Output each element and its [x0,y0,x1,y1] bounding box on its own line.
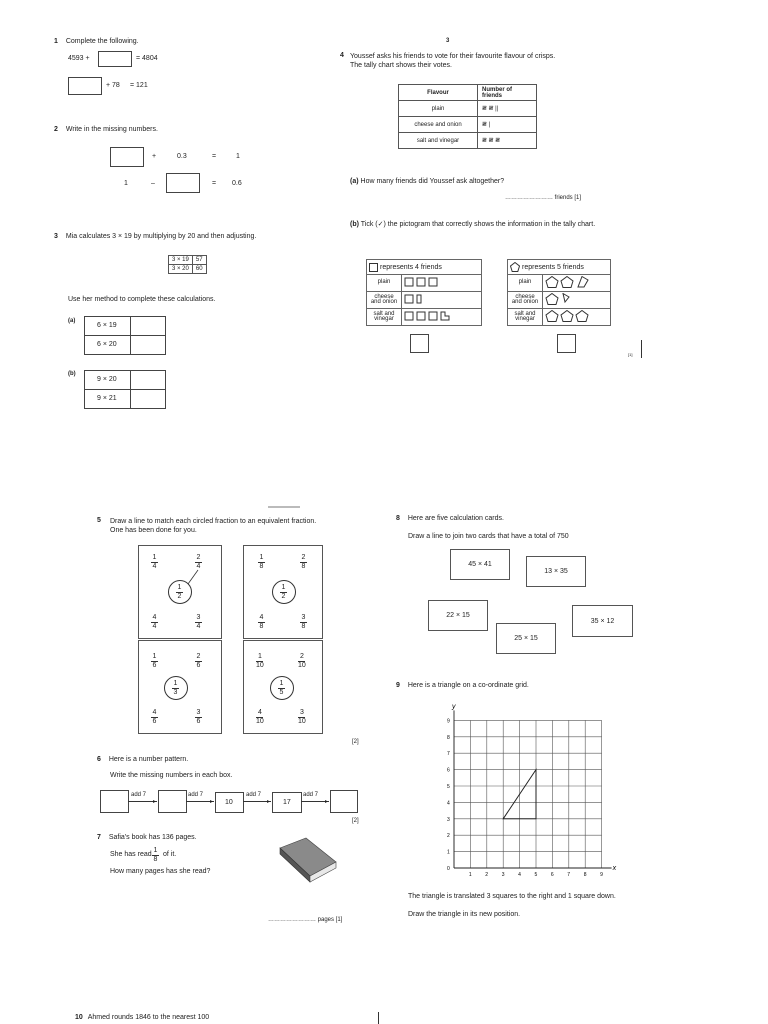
numerator: 1 [173,680,178,687]
q4-tally: 𝍸 | [478,117,537,133]
q6-answer-box-2[interactable] [158,790,187,813]
denominator: 10 [298,662,306,669]
denominator: 6 [152,718,157,725]
numerator: 3 [196,709,201,716]
fraction[interactable] [256,653,264,669]
fraction[interactable] [195,653,202,669]
numerator: 4 [152,614,157,621]
q3-text: Mia calculates 3 × 19 by multiplying by 20 and then adjusting. [65,233,257,240]
q4-part-a-label: (a) [350,178,359,185]
picto2-label: plain [508,275,543,292]
q4-part-b-label: (b) [350,221,359,228]
q3-instruction: Use her method to complete these calculations. [68,296,216,303]
denominator: 4 [152,623,157,630]
q3-b-row2-label-box [84,389,132,409]
q4-tick-box-1[interactable] [410,334,429,353]
q4-flavour: cheese and onion [399,117,478,133]
q3-b-row2: 9 × 21 [97,395,117,402]
q7-answer[interactable]: …………………… pages [1] [268,917,343,923]
q9-text3: Draw the triangle in its new position. [408,911,521,918]
x-tick-label: 3 [501,872,505,878]
x-tick-label: 7 [567,872,571,878]
q3-a-row2: 6 × 20 [97,341,117,348]
q4-tally-table [398,84,537,149]
picto1-key-row [367,260,482,275]
denominator: 8 [153,856,158,863]
q7-text1: Safia's book has 136 pages. [108,834,197,841]
fraction[interactable] [300,614,307,630]
numerator: 4 [257,709,262,716]
numerator: 1 [281,584,286,591]
y-tick-label: 6 [447,767,450,774]
q6-intro [97,756,188,763]
q2-value-b: 1 [236,153,240,160]
x-tick-label: 1 [468,872,472,878]
numerator: 3 [299,709,304,716]
q3-b-row1: 9 × 20 [97,376,117,383]
square-icon [404,311,464,321]
denominator: 8 [259,623,264,630]
fraction[interactable] [298,709,306,725]
fraction[interactable] [256,709,264,725]
picto1-label: salt and vinegar [367,309,402,326]
fraction[interactable] [151,614,158,630]
y-tick-label: 3 [447,816,450,823]
picto1-salt-symbols [402,309,482,326]
q5-mark: [2] [352,739,359,745]
q5-fraction-card [243,545,323,639]
picto1-key: represents 4 friends [380,263,442,271]
x-tick-label: 8 [583,872,587,878]
q3-a-answer-1[interactable] [130,316,166,336]
q8-text1: Here are five calculation cards. [407,515,504,522]
q9-text2: The triangle is translated 3 squares to the right and 1 square down. [408,893,616,900]
picto1-label: cheese and onion [367,292,402,309]
denominator: 8 [259,563,264,570]
x-tick-label: 4 [518,872,521,878]
q4-answer-a[interactable]: …………………… friends [1] [505,195,582,201]
q4-tick-box-2[interactable] [557,334,576,353]
q5-fraction-card [138,640,222,734]
circled-fraction[interactable] [172,680,179,696]
picto2-label: cheese and onion [508,292,543,309]
q6-add-label: add 7 [246,792,262,798]
picto2-salt-symbols [543,309,611,326]
q4-header-flavour: Flavour [399,85,478,101]
q9-text: Here is a triangle on a co-ordinate grid. [407,682,529,689]
numerator: 1 [152,554,157,561]
q3-cell: 57 [192,256,206,265]
denominator: 5 [279,689,284,696]
circled-fraction[interactable] [278,680,285,696]
denominator: 6 [196,718,201,725]
q3-a-row1: 6 × 19 [97,322,117,329]
square-icon [404,294,464,304]
q1-number: 1 [54,38,58,45]
fraction[interactable] [151,709,158,725]
circled-fraction[interactable] [280,584,287,600]
x-tick-label: 6 [550,872,554,878]
q6-value-box-1 [215,792,244,813]
q6-mark: [2] [352,818,359,824]
denominator: 4 [196,563,201,570]
q2-answer-box-1[interactable] [110,147,144,167]
numerator: 3 [301,614,306,621]
numerator: 4 [152,709,157,716]
q6-text1: Here is a number pattern. [108,756,189,763]
q3-part-a-label: (a) [68,318,76,324]
denominator: 3 [173,689,178,696]
q5-fraction-card [138,545,222,639]
q3-part-b-label: (b) [68,371,76,377]
q3-header [54,233,256,240]
q5-number [97,517,101,524]
q4-pictogram-2 [507,259,611,326]
q7-text2b: of it. [163,851,177,858]
q4-intro [350,52,555,70]
numerator: 1 [259,554,264,561]
q7-text2a: She has read [110,851,152,858]
square-icon [404,277,464,287]
q4-header-friends: Number of friends [478,85,537,101]
arrow-right-icon: ▸ [210,799,214,805]
q2-value-c: 0.6 [232,180,242,187]
q5-num: 5 [97,517,101,524]
pentagon-icon [545,310,603,322]
q8-card[interactable]: 25 × 15 [496,623,556,654]
pentagon-icon [545,293,603,305]
y-tick-label: 4 [447,800,450,807]
q2-answer-box-2[interactable] [166,173,200,193]
q2-header [54,126,158,133]
q9-number: 9 [396,682,400,689]
fraction[interactable] [195,709,202,725]
coordinate-grid[interactable] [440,700,630,886]
q2-equals-1: = [212,153,217,160]
q8-card[interactable]: 22 × 15 [428,600,488,631]
q5-text1: Draw a line to match each circled fraction to an equivalent fraction. [110,518,317,525]
q8-number: 8 [396,515,400,522]
q1-eq2-right: = 121 [130,82,148,89]
numerator: 2 [301,554,306,561]
q4-mark: [1] [628,352,633,357]
numerator: 1 [153,847,158,854]
q4-flavour: plain [399,101,478,117]
q4-header [340,52,344,59]
q3-a-answer-2[interactable] [130,335,166,355]
picto2-key-row [508,260,611,275]
q1-eq1-left: 4593 + [68,55,90,62]
square-icon [369,263,378,272]
q1-header [54,38,139,45]
picto1-cheese-symbols [402,292,482,309]
picto2-label: salt and vinegar [508,309,543,326]
y-tick-label: 8 [447,734,450,741]
divider [378,1012,379,1024]
pentagon-icon [545,276,603,288]
q5-intro [110,517,316,535]
y-tick-label: 5 [447,784,450,790]
scan-mark [268,506,300,508]
fraction[interactable] [300,554,307,570]
picto1-label: plain [367,275,402,292]
x-tick-label: 2 [485,872,489,878]
denominator: 8 [301,563,306,570]
q10-number: 10 [75,1014,83,1021]
q4-part-a [350,178,504,185]
q1-eq1-right: = 4804 [136,55,158,62]
q8-card[interactable]: 35 × 12 [572,605,633,637]
numerator: 1 [152,653,157,660]
q2-one: 1 [124,180,128,187]
denominator: 4 [196,623,201,630]
q1-text: Complete the following. [65,38,139,45]
picto2-cheese-symbols [543,292,611,309]
q4-pictogram-1 [366,259,482,326]
page-number: 3 [446,38,450,44]
q4-tally: 𝍸 𝍸 𝍸 [478,133,537,149]
denominator: 8 [301,623,306,630]
numerator: 1 [279,680,284,687]
q1-answer-box-2[interactable] [68,77,102,95]
q2-number: 2 [54,126,58,133]
fraction[interactable] [258,554,265,570]
q4-part-b [350,220,610,229]
fraction[interactable] [298,653,306,669]
q5-fraction-card [243,640,323,734]
q4-text2: The tally chart shows their votes. [350,62,452,69]
q3-cell: 60 [192,265,206,274]
q6-text2: Write the missing numbers in each box. [110,772,233,779]
book-icon [276,836,340,886]
fraction[interactable] [258,614,265,630]
q4-part-a-text: How many friends did Youssef ask altogether? [360,178,505,185]
q2-text: Write in the missing numbers. [65,126,158,133]
q3-cell: 3 × 19 [169,256,193,265]
y-tick-label: 7 [447,751,450,758]
q6-value-1: 10 [225,799,233,806]
denominator: 6 [152,662,157,669]
q4-flavour: salt and vinegar [399,133,478,149]
q3-cell: 3 × 20 [169,265,193,274]
q10-text: Ahmed rounds 1846 to the nearest 100 [87,1014,210,1021]
denominator: 2 [281,593,286,600]
q8-card[interactable]: 13 × 35 [526,556,586,587]
q3-b-answer-1[interactable] [130,370,166,390]
arrow-right-icon: ▸ [325,799,329,805]
numerator: 3 [196,614,201,621]
q8-text2: Draw a line to join two cards that have a total of 750 [408,533,569,540]
numerator: 4 [259,614,264,621]
q1-answer-box-1[interactable] [98,51,132,67]
q3-b-answer-2[interactable] [130,389,166,409]
y-tick-label: 0 [447,866,450,872]
q2-value-a: 0.3 [177,153,187,160]
q4-tally: 𝍸 𝍸 || [478,101,537,117]
q5-text2: One has been done for you. [110,527,197,534]
y-tick-label: 1 [447,849,450,856]
q10-intro [75,1014,209,1021]
numerator: 1 [257,653,262,660]
q6-answer-box-3[interactable] [330,790,358,813]
q3-a-row1-label-box [84,316,132,336]
q1-eq2-mid: + 78 [106,82,120,89]
numerator: 2 [196,653,201,660]
x-tick-label: 5 [534,872,538,878]
denominator: 10 [298,718,306,725]
denominator: 2 [177,593,182,600]
divider [641,340,642,358]
q6-answer-box-1[interactable] [100,790,129,813]
fraction[interactable] [151,653,158,669]
numerator: 2 [196,554,201,561]
q4-part-b-text: Tick (✓) the pictogram that correctly shows the information in the tally chart. [360,221,596,228]
q3-number: 3 [54,233,58,240]
arrow-right-icon: ▸ [267,799,271,805]
q2-minus: – [151,180,155,187]
q6-number: 6 [97,756,101,763]
y-tick-label: 9 [447,718,450,725]
numerator: 1 [177,584,182,591]
q4-number: 4 [340,52,344,59]
q6-value-box-2 [272,792,302,813]
pentagon-icon [510,262,520,272]
picto2-plain-symbols [543,275,611,292]
denominator: 4 [152,563,157,570]
q6-value-2: 17 [283,799,291,806]
q3-example-table [168,255,207,274]
denominator: 10 [256,718,264,725]
q6-add-label: add 7 [303,792,319,798]
q7-text3: How many pages has she read? [110,868,211,875]
q3-b-row1-label-box [84,370,132,390]
numerator: 2 [299,653,304,660]
q8-card[interactable]: 45 × 41 [450,549,510,580]
picto2-key: represents 5 friends [522,263,584,271]
fraction[interactable] [195,614,202,630]
q7-intro [97,834,197,841]
picto1-plain-symbols [402,275,482,292]
q6-add-label: add 7 [131,792,147,798]
q2-equals-2: = [212,180,217,187]
x-axis-label: x [612,865,617,872]
y-tick-label: 2 [447,833,450,840]
y-axis-label: y [452,703,456,711]
q4-text1: Youssef asks his friends to vote for their favourite flavour of crisps. [350,53,556,60]
q8-intro [396,515,504,522]
q7-fraction [152,847,159,863]
denominator: 10 [256,662,264,669]
q3-a-row2-label-box [84,335,132,355]
denominator: 6 [196,662,201,669]
x-tick-label: 9 [600,872,603,878]
q2-plus: + [152,153,157,160]
arrow-right-icon: ▸ [153,799,157,805]
q6-add-label: add 7 [188,792,204,798]
q9-intro [396,682,529,689]
q7-number: 7 [97,834,101,841]
